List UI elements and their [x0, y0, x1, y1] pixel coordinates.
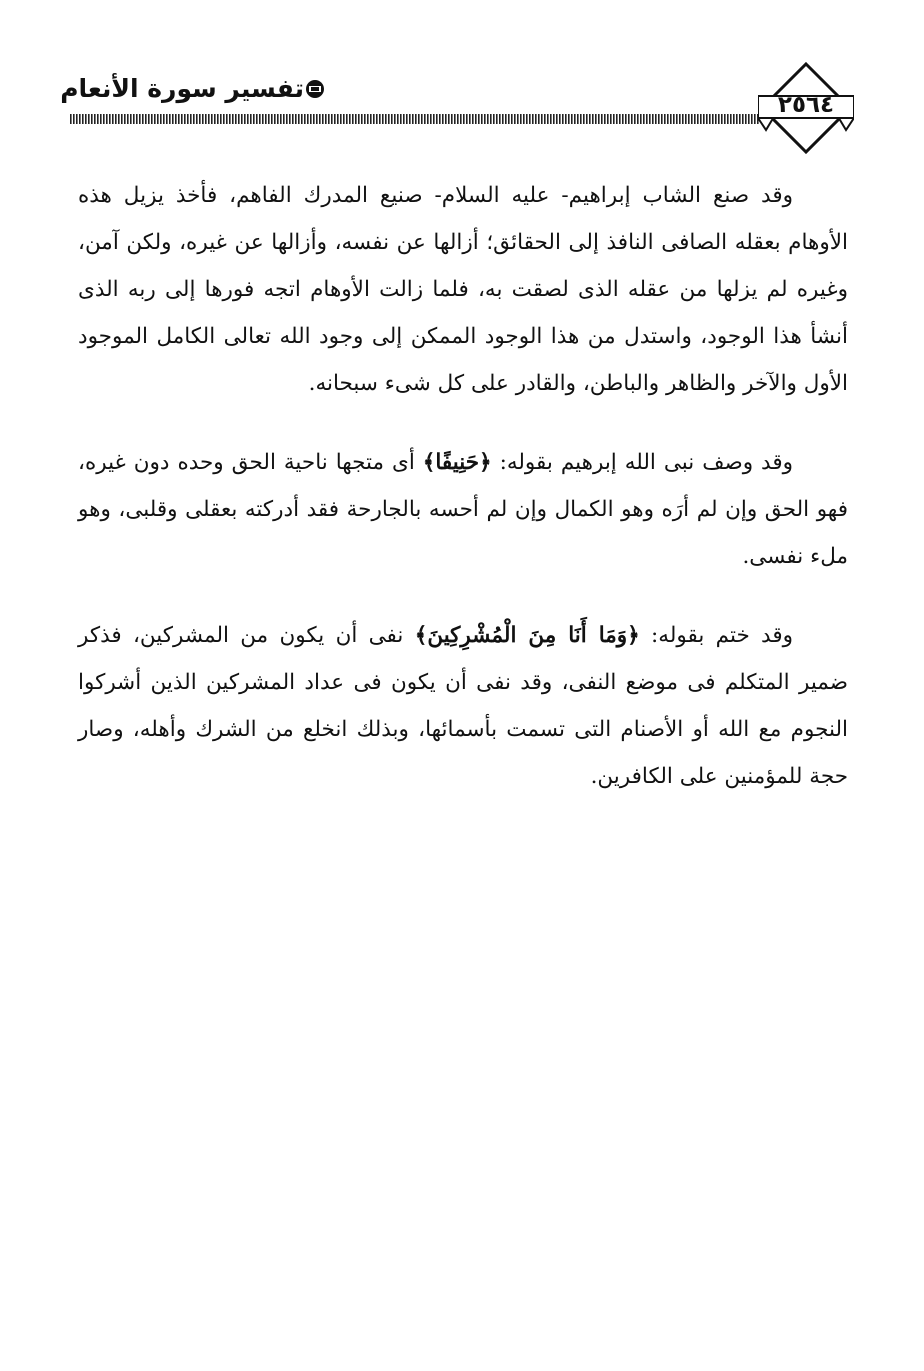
page-header	[0, 0, 924, 160]
paragraph-2	[78, 439, 848, 580]
paragraph-2-intro: وقد وصف نبى الله إبرهيم بقوله:	[491, 450, 793, 475]
ornament-icon	[304, 78, 326, 100]
header-rule	[70, 114, 760, 124]
paragraph-1: وقد صنع الشاب إبراهيم- عليه السلام- صنيع المدرك الفاهم، فأخذ يزيل هذه الأوهام بعقله الصافى النافذ إلى الحقائق؛ أزالها عن نفسه، وأزالها عن غيره، ولكن آمن، وغيره لم يزلها من عقله الذى لصقت به، فلما زالت الأوهام اتجه فورها إلى ربه الذى أنشأ هذا الوجود، واستدل من هذا الوجود الممكن إلى وجود الله تعالى الكامل الموجود الأول والآخر والظاهر والباطن، والقادر على كل شىء سبحانه.	[78, 183, 848, 396]
paragraph-2-rest: أى متجها ناحية الحق وحده دون غيره، فهو الحق وإن لم أرَه وهو الكمال وإن لم أحسه بالجارحة فقد أدركته بعقلى وقلبى، وهو ملء نفسى.	[78, 450, 848, 569]
running-title: تفسير سورة الأنعام	[60, 74, 304, 103]
body-text	[78, 172, 848, 832]
quran-quote-mushrikin: ﴿وَمَا أَنَا مِنَ الْمُشْرِكِينَ﴾	[414, 623, 640, 648]
quran-quote-hanifan: ﴿حَنِيفًا﴾	[422, 450, 492, 475]
paragraph-3-intro: وقد ختم بقوله:	[639, 623, 794, 648]
page-number: ٢٥٦٤	[777, 92, 835, 118]
paragraph-3	[78, 612, 848, 800]
paragraph-3-rest: نفى أن يكون من المشركين، فذكر ضمير المتكلم فى موضع النفى، وقد نفى أن يكون فى عداد المشركين الذين أشركوا النجوم مع الله أو الأصنام التى تسمت بأسمائها، وبذلك انخلع من الشرك وأهله، وصار حجة للمؤمنين على الكافرين.	[78, 623, 848, 789]
